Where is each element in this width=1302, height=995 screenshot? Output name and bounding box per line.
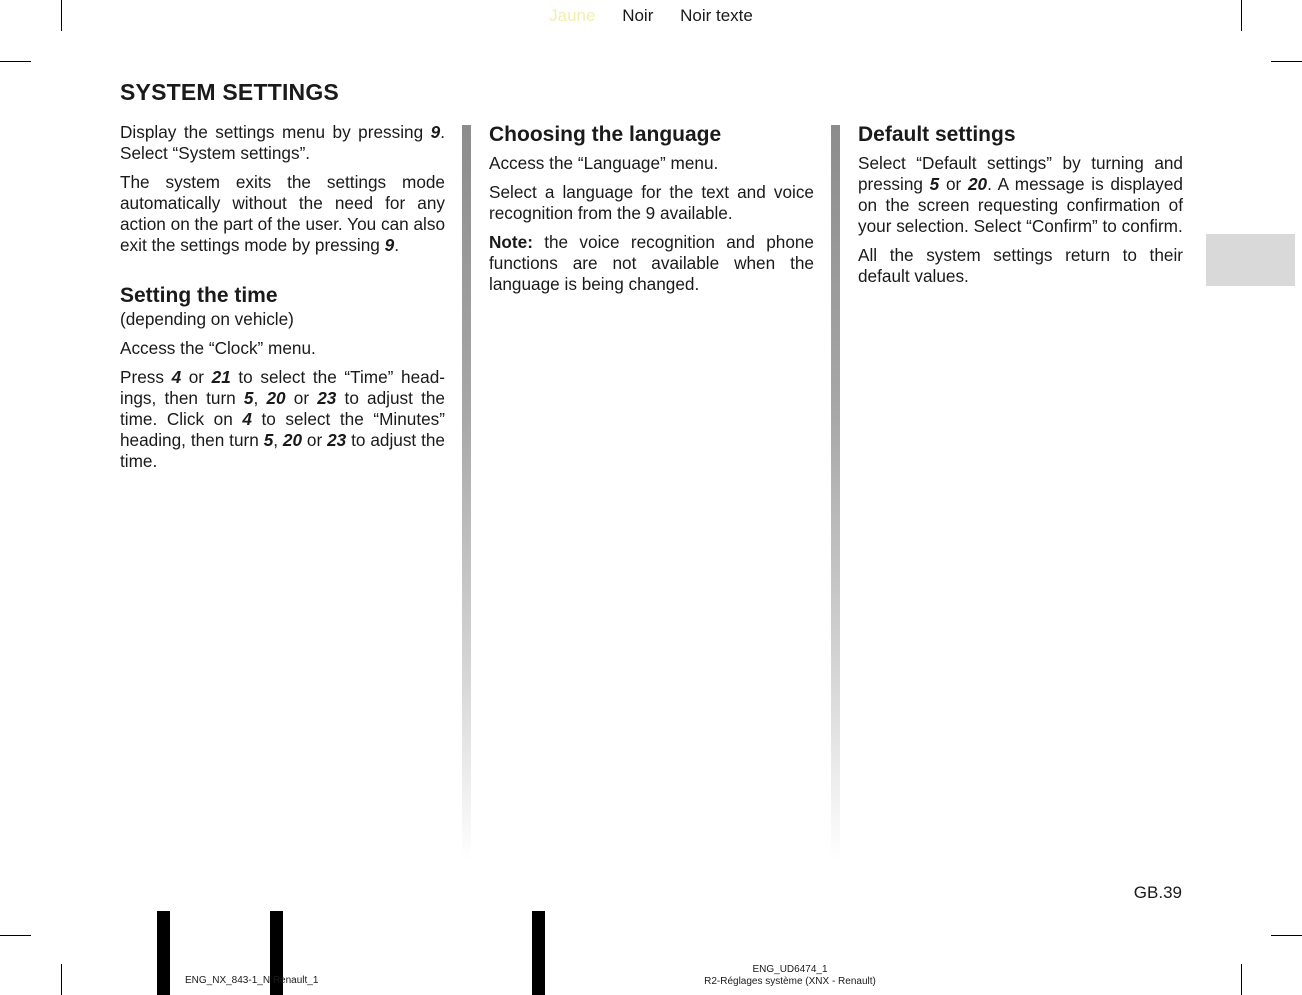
control-number: 9 — [384, 235, 395, 255]
column-choosing-language — [489, 122, 814, 303]
clock-access-text: Access the “Clock” menu. — [120, 338, 316, 358]
page-number: GB.39 — [1133, 883, 1182, 902]
language-note: Note: the voice recognition and phone functions are not available when the language is being changed. — [489, 232, 814, 294]
intro-paragraph-2: The system exits the settings mode automatically without the need for any action on the part of the user. You can also exit the settings mode by pressing 9. — [120, 172, 445, 255]
chapter-thumb-tab — [1206, 234, 1295, 286]
language-access-text: Access the “Language” menu. — [489, 153, 719, 173]
print-registration-bar — [532, 911, 545, 995]
section-subheading: (depending on vehicle) — [120, 309, 294, 329]
section-heading-setting-time: Setting the time — [120, 284, 278, 307]
column-system-settings — [120, 122, 445, 480]
footer-file-reference-left: ENG_NX_843-1_N Renault_1 — [185, 975, 319, 986]
crop-mark — [1241, 964, 1242, 995]
section-heading-default-settings: Default settings — [858, 123, 1016, 146]
default-settings-instruction: Select “Default settings” by turning and pressing 5 or 20. A message is displayed on the screen requesting confirmation of your selection. Select “Confirm” to confirm. — [858, 153, 1183, 236]
crop-mark — [61, 964, 62, 995]
print-registration-bar — [157, 911, 170, 995]
column-divider-bar — [462, 125, 471, 860]
note-label: Note: — [489, 232, 533, 252]
crop-mark — [1271, 61, 1302, 62]
footer-file-reference-center — [640, 964, 940, 988]
section-heading-language: Choosing the language — [489, 123, 722, 146]
language-select-text: Select a language for the text and voice recognition from the 9 available. — [489, 182, 814, 223]
crop-mark — [0, 61, 31, 62]
crop-mark — [0, 935, 31, 936]
color-label-noir: Noir — [622, 6, 654, 25]
footer-center-line-2: R2-Réglages système (XNX - Renault) — [704, 976, 876, 987]
control-number: 9 — [430, 122, 441, 142]
default-settings-result: All the system settings return to their default values. — [858, 245, 1183, 286]
footer-center-line-1: ENG_UD6474_1 — [752, 964, 828, 975]
column-default-settings — [858, 122, 1183, 295]
color-separation-labels — [0, 6, 1302, 26]
color-label-noir-texte: Noir texte — [680, 6, 753, 25]
time-instruction: Press 4 or 21 to select the “Time” headings, then turn 5, 20 or 23 to adjust the time. Click on 4 to select the “Minutes” heading, then turn 5, 20 or 23 to adjust the time. — [120, 367, 445, 471]
page-title: SYSTEM SETTINGS — [120, 79, 339, 105]
intro-paragraph-1: Display the settings menu by pressing 9. Select “System settings”. — [120, 122, 445, 163]
color-label-jaune: Jaune — [549, 6, 596, 25]
crop-mark — [1271, 935, 1302, 936]
column-divider-bar — [831, 125, 840, 860]
